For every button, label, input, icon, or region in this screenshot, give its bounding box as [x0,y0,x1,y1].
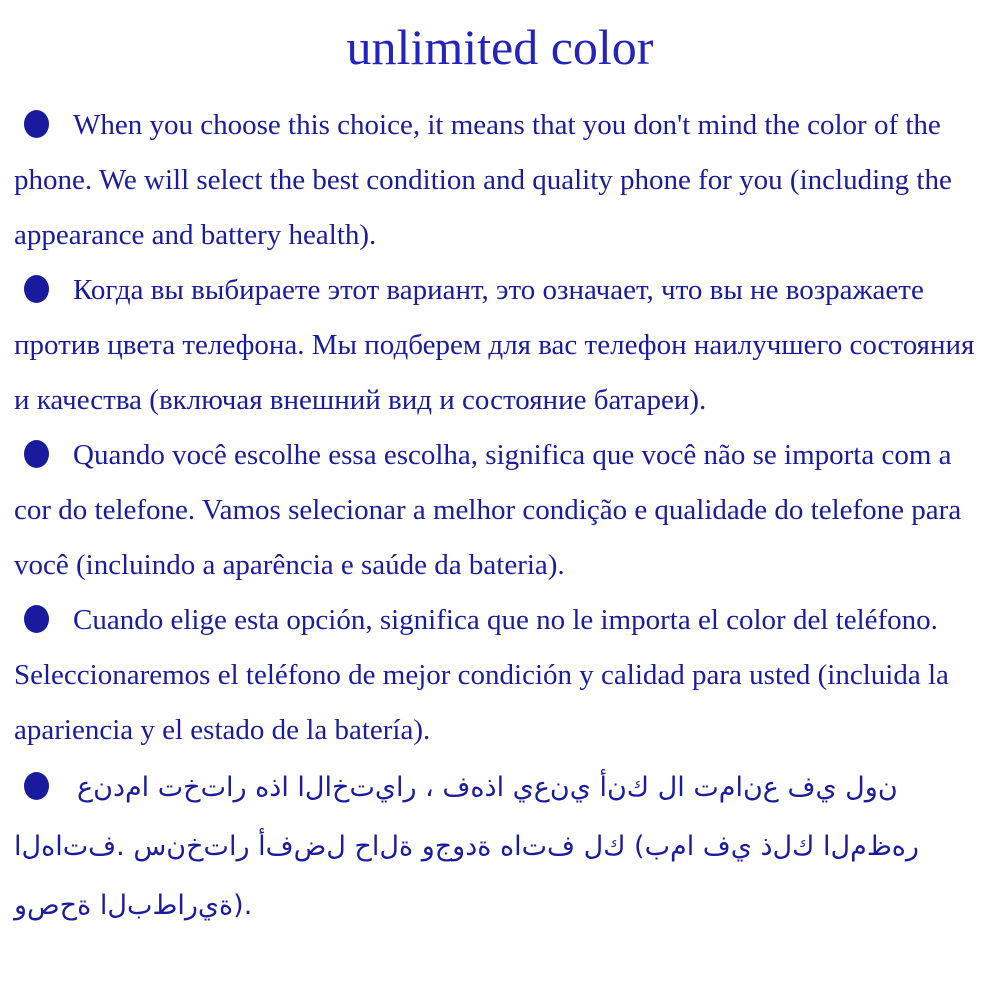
paragraph-arabic [14,758,990,935]
bullet-icon [24,772,49,800]
paragraph-russian [14,263,990,428]
paragraph-arabic-text: ع‌ن‌د‌م‌ا‌ ‌ت‌خ‌ت‌ا‌ر‌ ‌ه‌ذ‌ا‌ ‌ا‌ل‌ا‌خ‌ت‌ي‌ا‌ر‌ ‌،‌ ‌ف‌ه‌ذ‌ا‌ ‌ي‌ع‌ن‌ي‌ ‌أ‌ن‌ك‌ ‌ل‌ا‌ ‌ت‌م‌ا‌ن‌ع‌ ‌ف‌ي‌ ‌ل‌و‌ن‌ ‌ا‌ل‌ه‌ا‌ت‌ف‌.‌ ‌س‌ن‌خ‌ت‌ا‌ر‌ ‌أ‌ف‌ض‌ل‌ ‌ح‌ا‌ل‌ة‌ ‌و‌ج‌و‌د‌ة‌ ‌ه‌ا‌ت‌ف‌ ‌ل‌ك‌ ‌(‌ب‌م‌ا‌ ‌ف‌ي‌ ‌ذ‌ل‌ك‌ ‌ا‌ل‌م‌ظ‌ه‌ر‌ ‌و‌ص‌ح‌ة‌ ‌ا‌ل‌ب‌ط‌ا‌ر‌ي‌ة‌)‌. [14,772,919,921]
paragraph-spanish-text: Cuando elige esta opción, significa que no le importa el color del teléfono. Seleccionaremos el teléfono de mejor condición y calidad para usted (incluida la apariencia y el estado de la batería). [14,604,949,746]
paragraph-spanish [14,593,990,758]
bullet-icon [24,110,49,138]
bullet-icon [24,275,49,303]
paragraph-english [14,98,990,263]
page-title: unlimited color [346,19,654,75]
bullet-icon [24,440,49,468]
paragraph-english-text: When you choose this choice, it means that you don't mind the color of the phone. We will select the best condition and quality phone for you (including the appearance and battery health). [14,109,952,251]
paragraph-portuguese-text: Quando você escolhe essa escolha, significa que você não se importa com a cor do telefone. Vamos selecionar a melhor condição e qualidade do telefone para você (incluindo a aparência e saúde da bateria). [14,439,962,581]
paragraph-portuguese [14,428,990,593]
description-content [0,78,1000,935]
bullet-icon [24,605,49,633]
paragraph-russian-text: Когда вы выбираете этот вариант, это означает, что вы не возражаете против цвета телефона. Мы подберем для вас телефон наилучшего состояния и качества (включая внешний вид и состояние батареи). [14,274,975,416]
